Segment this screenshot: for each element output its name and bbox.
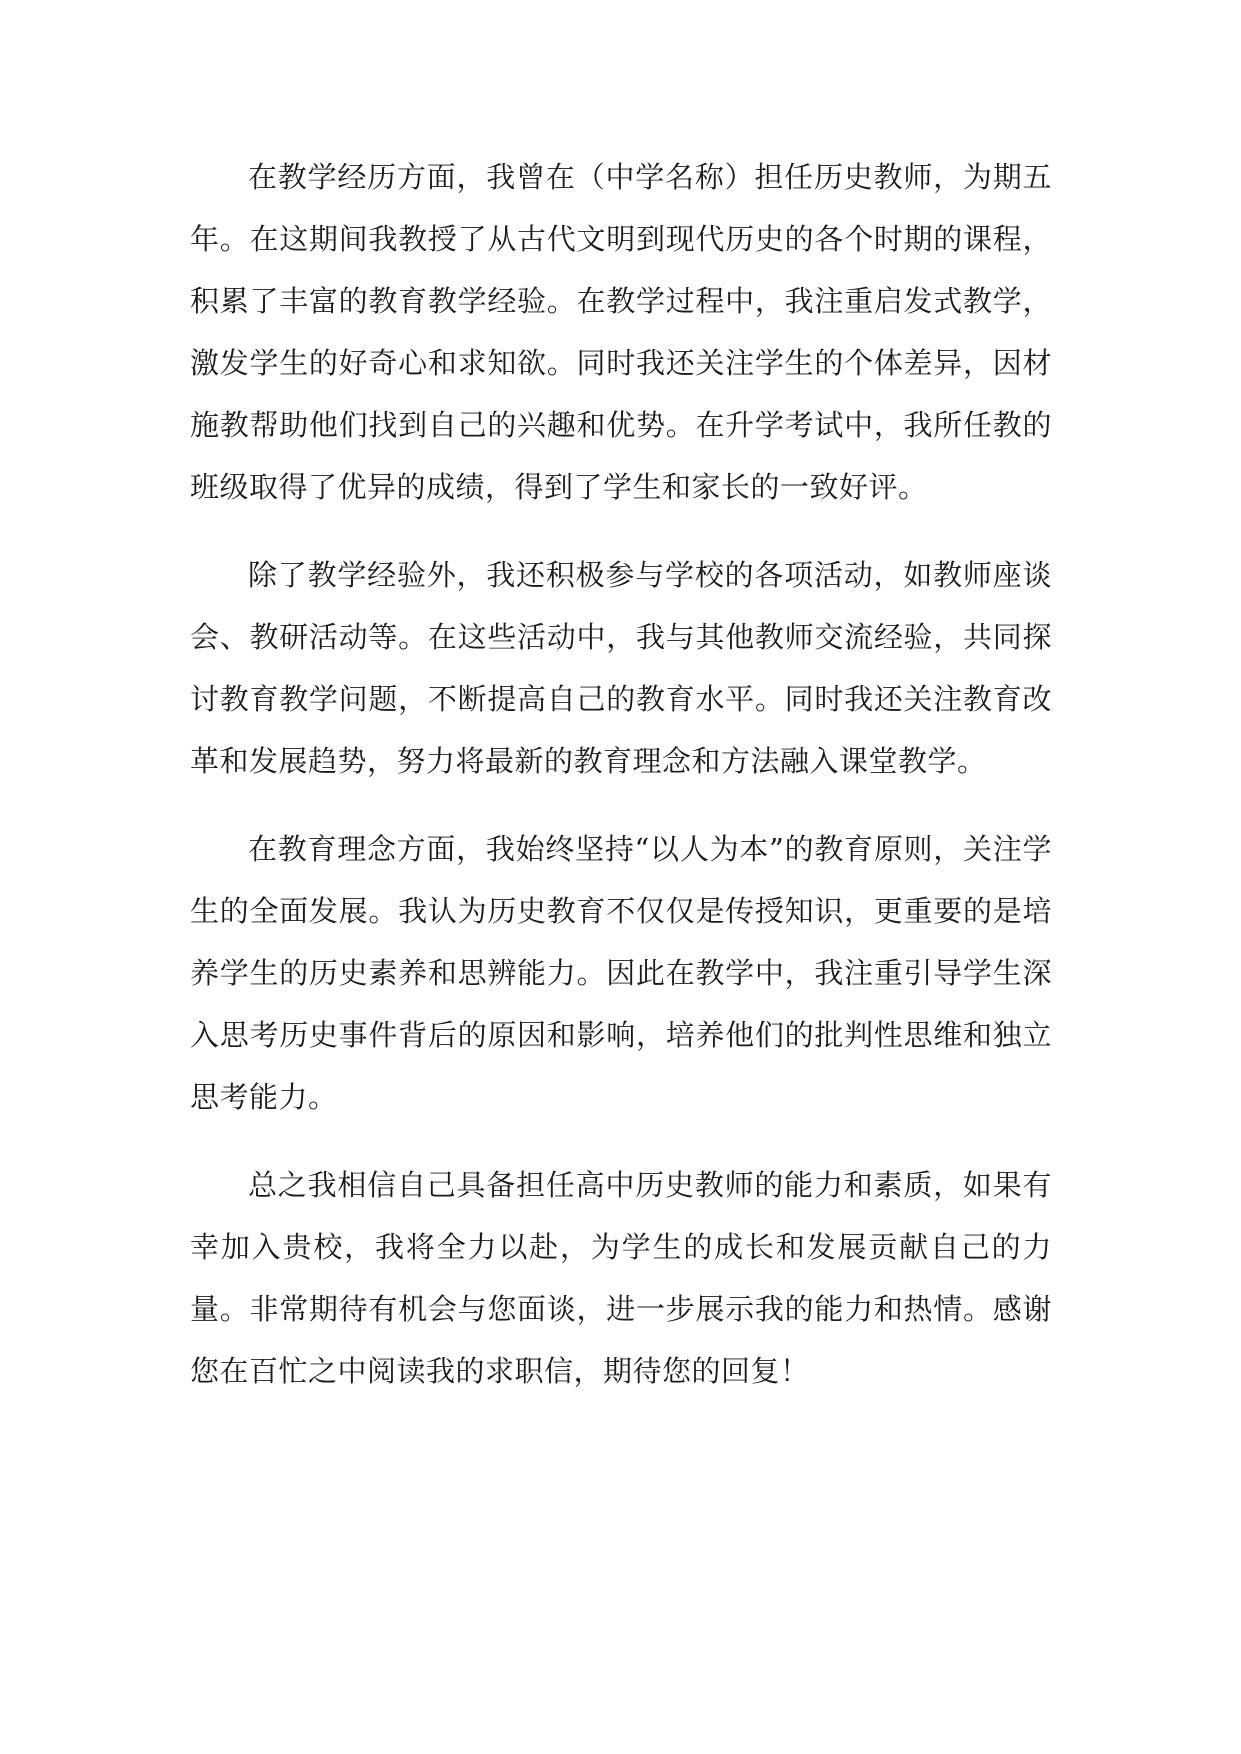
paragraph-school-activities: 除了教学经验外，我还积极参与学校的各项活动，如教师座谈会、教研活动等。在这些活动中，我与其他教师交流经验，共同探讨教育教学问题，不断提高自己的教育水平。同时我还关注教育改革和发展趋势，努力将最新的教育理念和方法融入课堂教学。: [190, 558, 1052, 778]
paragraph-teaching-experience: 在教学经历方面，我曾在（中学名称）担任历史教师，为期五年。在这期间我教授了从古代文明到现代历史的各个时期的课程，积累了丰富的教育教学经验。在教学过程中，我注重启发式教学，激发学生的好奇心和求知欲。同时我还关注学生的个体差异，因材施教帮助他们找到自己的兴趣和优势。在升学考试中，我所任教的班级取得了优异的成绩，得到了学生和家长的一致好评。: [190, 160, 1052, 504]
paragraph-closing: 总之我相信自己具备担任高中历史教师的能力和素质，如果有幸加入贵校，我将全力以赴，为学生的成长和发展贡献自己的力量。非常期待有机会与您面谈，进一步展示我的能力和热情。感谢您在百忙之中阅读我的求职信，期待您的回复！: [190, 1168, 1052, 1388]
letter-body: [190, 146, 1052, 1428]
paragraph-education-philosophy: 在教育理念方面，我始终坚持“以人为本”的教育原则，关注学生的全面发展。我认为历史教育不仅仅是传授知识，更重要的是培养学生的历史素养和思辨能力。因此在教学中，我注重引导学生深入思考历史事件背后的原因和影响，培养他们的批判性思维和独立思考能力。: [190, 832, 1052, 1114]
